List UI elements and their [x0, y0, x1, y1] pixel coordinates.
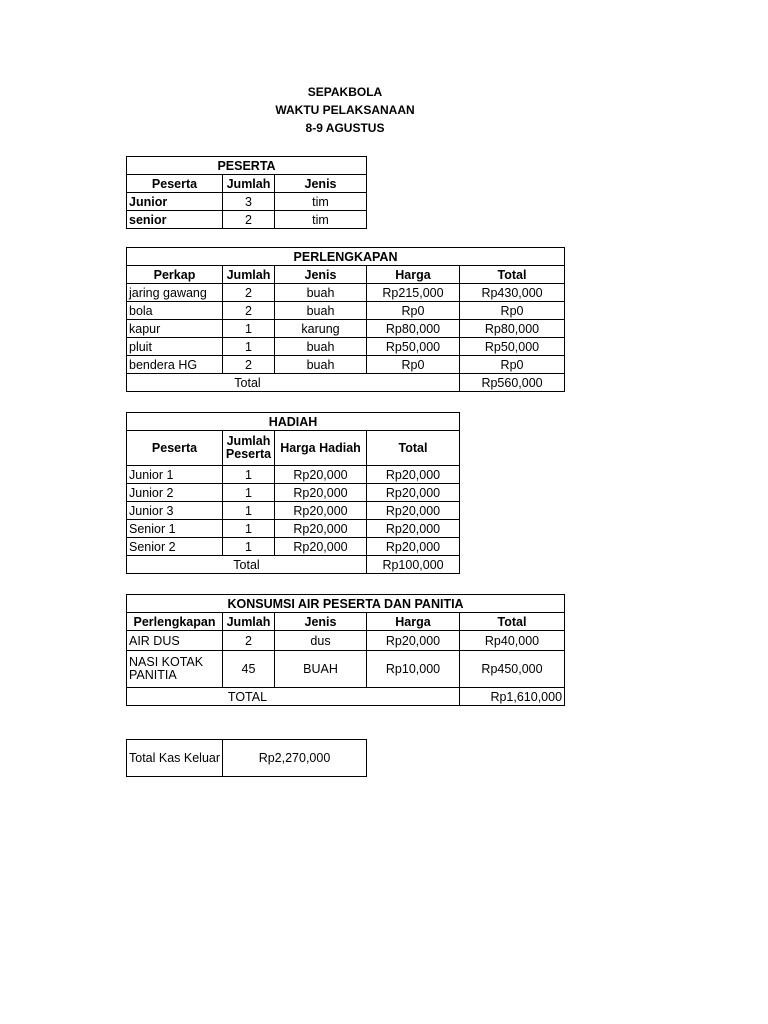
cell: Rp20,000: [275, 502, 367, 520]
table-row: [127, 193, 367, 211]
cell: 2: [223, 631, 275, 651]
cell: Junior 3: [127, 502, 223, 520]
cell: 1: [223, 502, 275, 520]
doc-date: 8-9 AGUSTUS: [305, 121, 385, 135]
cell: Rp430,000: [460, 284, 565, 302]
cell: buah: [275, 302, 367, 320]
cell: buah: [275, 284, 367, 302]
cell: Junior: [127, 193, 223, 211]
table-row: [127, 484, 460, 502]
cell: Junior 1: [127, 466, 223, 484]
peserta-header: Peserta: [127, 175, 223, 193]
konsumsi-header: Harga: [367, 613, 460, 631]
cell: Rp20,000: [275, 538, 367, 556]
table-row: [127, 466, 460, 484]
perlengkapan-header: Jenis: [275, 266, 367, 284]
cell: Rp0: [367, 356, 460, 374]
perlengkapan-header: Jumlah: [223, 266, 275, 284]
cell: buah: [275, 356, 367, 374]
cell: tim: [275, 211, 367, 229]
cell: Rp0: [460, 302, 565, 320]
table-row: [127, 356, 565, 374]
doc-title: SEPAKBOLA: [307, 85, 383, 99]
cell: Senior 1: [127, 520, 223, 538]
cell: Rp10,000: [367, 651, 460, 688]
cell: Rp215,000: [367, 284, 460, 302]
cell: Rp20,000: [367, 538, 460, 556]
cell: 45: [223, 651, 275, 688]
cell: Rp20,000: [275, 484, 367, 502]
table-row: [127, 631, 565, 651]
cell: Rp450,000: [460, 651, 565, 688]
cell: 2: [223, 356, 275, 374]
table-row: [127, 302, 565, 320]
peserta-title: PESERTA: [127, 157, 367, 175]
cell: Rp0: [460, 356, 565, 374]
cell: 3: [223, 193, 275, 211]
cell: Rp20,000: [367, 466, 460, 484]
total-row: [127, 688, 565, 706]
kas-value: Rp2,270,000: [223, 740, 367, 777]
total-label: Total: [127, 374, 460, 392]
cell: 1: [223, 466, 275, 484]
cell: NASI KOTAK PANITIA: [127, 651, 223, 688]
peserta-header: Jumlah: [223, 175, 275, 193]
cell: Rp80,000: [367, 320, 460, 338]
cell: 2: [223, 211, 275, 229]
kas-label: Total Kas Keluar: [127, 740, 223, 777]
total-row: [127, 556, 460, 574]
kas-table: [126, 739, 367, 777]
total-value: Rp1,610,000: [460, 688, 565, 706]
cell: Rp20,000: [367, 502, 460, 520]
konsumsi-title: KONSUMSI AIR PESERTA DAN PANITIA: [127, 595, 565, 613]
cell: dus: [275, 631, 367, 651]
cell: 2: [223, 302, 275, 320]
peserta-table: [126, 156, 367, 229]
cell: bendera HG: [127, 356, 223, 374]
table-row: [127, 502, 460, 520]
perlengkapan-header: Perkap: [127, 266, 223, 284]
hadiah-table: [126, 412, 460, 574]
cell: 1: [223, 520, 275, 538]
cell: Rp20,000: [275, 466, 367, 484]
cell: jaring gawang: [127, 284, 223, 302]
perlengkapan-title: PERLENGKAPAN: [127, 248, 565, 266]
cell: Rp40,000: [460, 631, 565, 651]
doc-subtitle: WAKTU PELAKSANAAN: [275, 103, 415, 117]
cell: kapur: [127, 320, 223, 338]
cell: Rp0: [367, 302, 460, 320]
hadiah-header: Peserta: [127, 431, 223, 466]
hadiah-header: Total: [367, 431, 460, 466]
cell: Rp20,000: [367, 484, 460, 502]
cell: pluit: [127, 338, 223, 356]
cell: 1: [223, 320, 275, 338]
cell: 1: [223, 338, 275, 356]
cell: Rp50,000: [367, 338, 460, 356]
total-row: [127, 374, 565, 392]
cell: Rp20,000: [367, 520, 460, 538]
cell: Rp20,000: [367, 631, 460, 651]
cell: BUAH: [275, 651, 367, 688]
konsumsi-header: Total: [460, 613, 565, 631]
cell: Junior 2: [127, 484, 223, 502]
konsumsi-header: Perlengkapan: [127, 613, 223, 631]
table-row: [127, 338, 565, 356]
cell: tim: [275, 193, 367, 211]
table-row: [127, 211, 367, 229]
cell: Rp20,000: [275, 520, 367, 538]
total-value: Rp560,000: [460, 374, 565, 392]
cell: karung: [275, 320, 367, 338]
cell: bola: [127, 302, 223, 320]
cell: 2: [223, 284, 275, 302]
cell: Senior 2: [127, 538, 223, 556]
cell: buah: [275, 338, 367, 356]
total-label: Total: [127, 556, 367, 574]
hadiah-title: HADIAH: [127, 413, 460, 431]
cell: Rp80,000: [460, 320, 565, 338]
cell: senior: [127, 211, 223, 229]
peserta-header: Jenis: [275, 175, 367, 193]
konsumsi-table: [126, 594, 565, 706]
perlengkapan-header: Harga: [367, 266, 460, 284]
konsumsi-header: Jenis: [275, 613, 367, 631]
perlengkapan-header: Total: [460, 266, 565, 284]
hadiah-header: Harga Hadiah: [275, 431, 367, 466]
table-row: [127, 320, 565, 338]
total-label: TOTAL: [127, 688, 460, 706]
konsumsi-header: Jumlah: [223, 613, 275, 631]
cell: AIR DUS: [127, 631, 223, 651]
total-value: Rp100,000: [367, 556, 460, 574]
perlengkapan-table: [126, 247, 565, 392]
cell: Rp50,000: [460, 338, 565, 356]
cell: 1: [223, 538, 275, 556]
table-row: [127, 538, 460, 556]
table-row: [127, 284, 565, 302]
table-row: [127, 651, 565, 688]
hadiah-header: Jumlah Peserta: [223, 431, 275, 466]
table-row: [127, 520, 460, 538]
cell: 1: [223, 484, 275, 502]
